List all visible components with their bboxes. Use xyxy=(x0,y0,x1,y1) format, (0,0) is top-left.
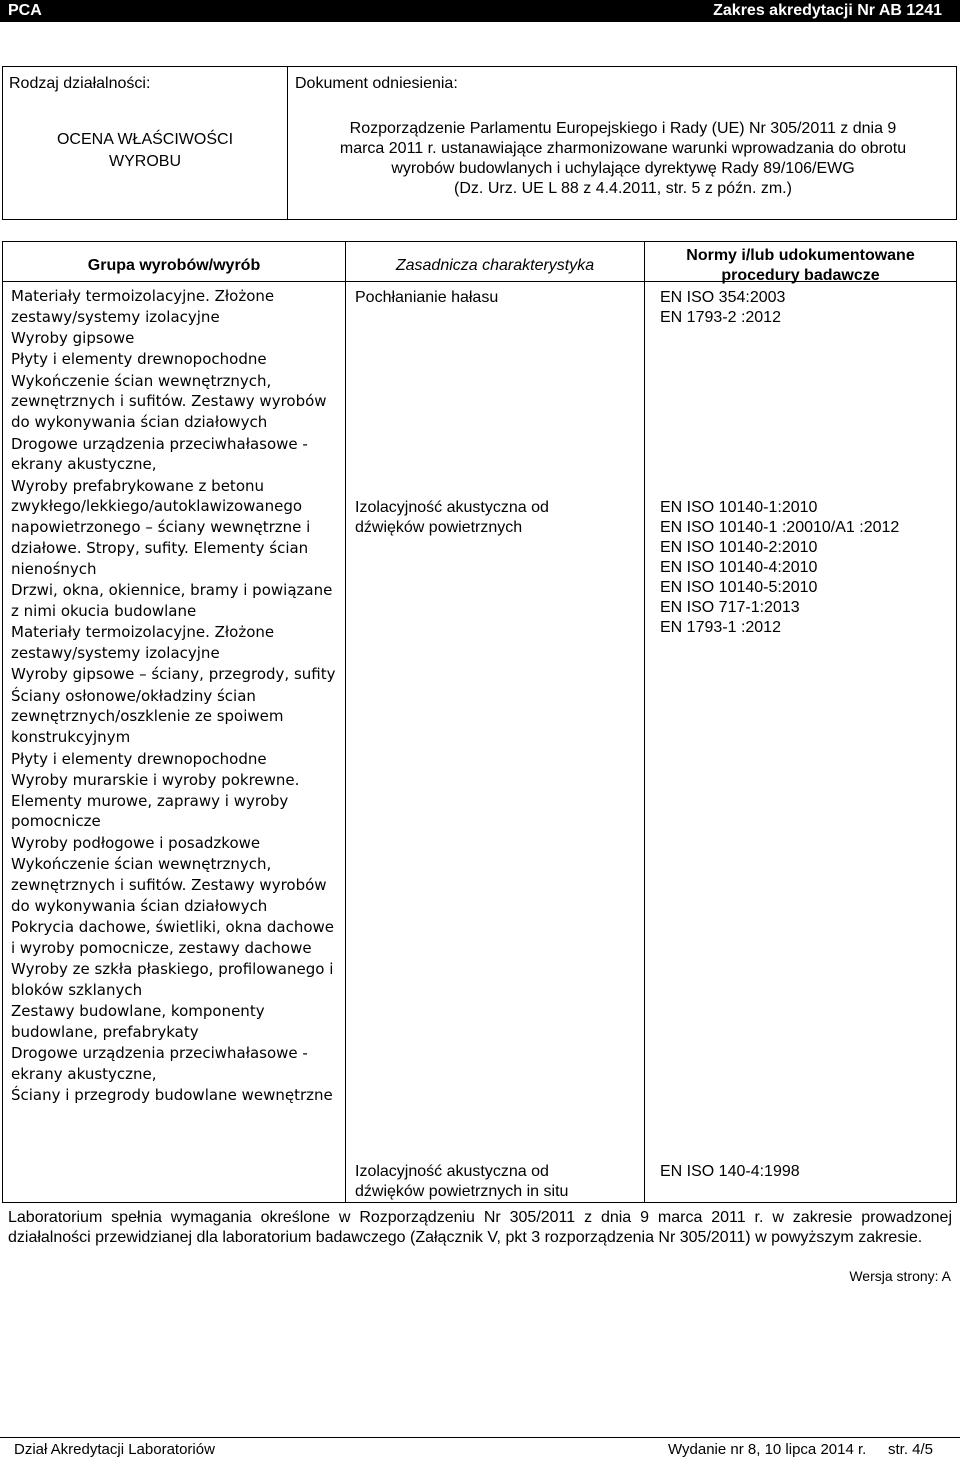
characteristic-in-situ-insulation xyxy=(355,1162,635,1202)
characteristic-sound-absorption: Pochłanianie hałasu xyxy=(355,289,499,306)
norm-item: EN ISO 717-1:2013 xyxy=(660,599,800,616)
characteristic-line: Izolacyjność akustyczna od xyxy=(355,499,549,516)
reference-line: marca 2011 r. ustanawiające zharmonizowane warunki wprowadzania do obrotu xyxy=(339,140,907,157)
column-divider xyxy=(345,242,346,1202)
activity-line: OCENA WŁAŚCIWOŚCI xyxy=(56,131,234,148)
product-item: Wyroby prefabrykowane z betonu zwykłego/lekkiego/autoklawizowanego napowietrzonego – ściany wewnętrzne i działowe. Stropy, sufity. Elementy ścian nienośnych xyxy=(11,476,311,578)
product-item: Pokrycia dachowe, świetliki, okna dachowe i wyroby pomocnicze, zestawy dachowe xyxy=(11,917,335,957)
product-item: Wyroby gipsowe – ściany, przegrody, sufity xyxy=(11,665,336,684)
norms-in-situ-insulation xyxy=(660,1162,955,1182)
norm-item: EN 1793-2 :2012 xyxy=(660,309,781,326)
column-divider xyxy=(644,242,645,1202)
reference-line: Rozporządzenie Parlamentu Europejskiego i Rady (UE) Nr 305/2011 z dnia 9 xyxy=(349,120,897,137)
activity-value xyxy=(3,129,287,173)
product-item: Płyty i elementy drewnopochodne xyxy=(11,749,267,768)
product-item: Materiały termoizolacyjne. Złożone zestawy/systemy izolacyjne xyxy=(11,623,275,663)
page-version: Wersja strony: A xyxy=(849,1268,951,1284)
product-item: Wyroby podłogowe i posadzkowe xyxy=(11,833,261,852)
reference-line: wyrobów budowlanych i uchylające dyrektywę Rady 89/106/EWG xyxy=(391,160,855,177)
norms-airborne-insulation xyxy=(660,498,955,638)
col-header-norms-line: procedury badawcze xyxy=(721,267,880,284)
activity-line: WYROBU xyxy=(109,153,181,170)
product-item: Zestawy budowlane, komponenty budowlane, prefabrykaty xyxy=(11,1002,265,1041)
product-item: Drzwi, okna, okiennice, bramy i powiązane z nimi okucia budowlane xyxy=(11,581,333,620)
product-item: Ściany i przegrody budowlane wewnętrzne xyxy=(11,1086,333,1105)
footer-department: Dział Akredytacji Laboratoriów xyxy=(14,1441,215,1458)
compliance-note: Laboratorium spełnia wymagania określone w Rozporządzeniu Nr 305/2011 z dnia 9 marca 2011 r. w zakresie prowadzonej działalności przewidzianej dla laboratorium badawczego (Załącznik V, pkt 3 rozporządzenia Nr 305/2011) w powyższym zakresie. xyxy=(8,1209,952,1246)
scope-table xyxy=(2,241,957,1203)
header-left: PCA xyxy=(8,2,42,19)
product-item: Ściany osłonowe/okładziny ścian zewnętrznych/oszklenie ze spoiwem konstrukcyjnym xyxy=(11,686,284,747)
page-header-bar xyxy=(0,0,960,22)
footer-page-number: str. 4/5 xyxy=(888,1441,934,1458)
norm-item: EN ISO 140-4:1998 xyxy=(660,1163,800,1180)
reference-line: (Dz. Urz. UE L 88 z 4.4.2011, str. 5 z późn. zm.) xyxy=(454,180,792,197)
activity-label: Rodzaj działalności: xyxy=(9,75,151,92)
col-header-characteristic: Zasadnicza charakterystyka xyxy=(395,257,595,274)
product-item: Wykończenie ścian wewnętrznych, zewnętrznych i sufitów. Zestawy wyrobów do wykonywania ścian działowych xyxy=(11,855,327,915)
norm-item: EN ISO 10140-5:2010 xyxy=(660,579,818,596)
product-item: Drogowe urządzenia przeciwhałasowe - ekrany akustyczne, xyxy=(11,434,308,474)
characteristic-line: dźwięków powietrznych xyxy=(355,519,523,536)
product-item: Wykończenie ścian wewnętrznych, zewnętrznych i sufitów. Zestawy wyrobów do wykonywania ścian działowych xyxy=(11,371,327,432)
characteristic-line: dźwięków powietrznych in situ xyxy=(355,1183,569,1200)
norm-item: EN 1793-1 :2012 xyxy=(660,619,781,636)
norm-item: EN ISO 354:2003 xyxy=(660,289,786,306)
characteristic-airborne-insulation xyxy=(355,498,635,538)
col-header-product: Grupa wyrobów/wyrób xyxy=(87,257,261,274)
info-box xyxy=(2,66,957,220)
header-right: Zakres akredytacji Nr AB 1241 xyxy=(713,2,942,19)
norms-sound-absorption xyxy=(660,288,955,328)
col-header-norms-line: Normy i/lub udokumentowane xyxy=(686,247,915,264)
product-item: Wyroby ze szkła płaskiego, profilowanego i bloków szklanych xyxy=(11,960,334,999)
product-item: Płyty i elementy drewnopochodne xyxy=(11,350,267,369)
col-header-norms xyxy=(645,246,956,286)
product-item: Wyroby murarskie i wyroby pokrewne. Elementy murowe, zaprawy i wyroby pomocnicze xyxy=(11,770,300,831)
product-item: Drogowe urządzenia przeciwhałasowe - ekrany akustyczne, xyxy=(11,1044,308,1083)
footer-edition: Wydanie nr 8, 10 lipca 2014 r. xyxy=(668,1441,867,1458)
norm-item: EN ISO 10140-4:2010 xyxy=(660,559,818,576)
reference-label: Dokument odniesienia: xyxy=(295,75,458,92)
product-item: Materiały termoizolacyjne. Złożone zestawy/systemy izolacyjne xyxy=(11,287,275,326)
page-footer xyxy=(0,1437,960,1460)
reference-value xyxy=(293,119,953,199)
characteristic-line: Izolacyjność akustyczna od xyxy=(355,1163,549,1180)
norm-item: EN ISO 10140-1:2010 xyxy=(660,499,818,516)
norm-item: EN ISO 10140-1 :20010/A1 :2012 xyxy=(660,519,900,536)
product-item: Wyroby gipsowe xyxy=(11,329,135,348)
product-list xyxy=(11,286,341,1107)
norm-item: EN ISO 10140-2:2010 xyxy=(660,539,818,556)
